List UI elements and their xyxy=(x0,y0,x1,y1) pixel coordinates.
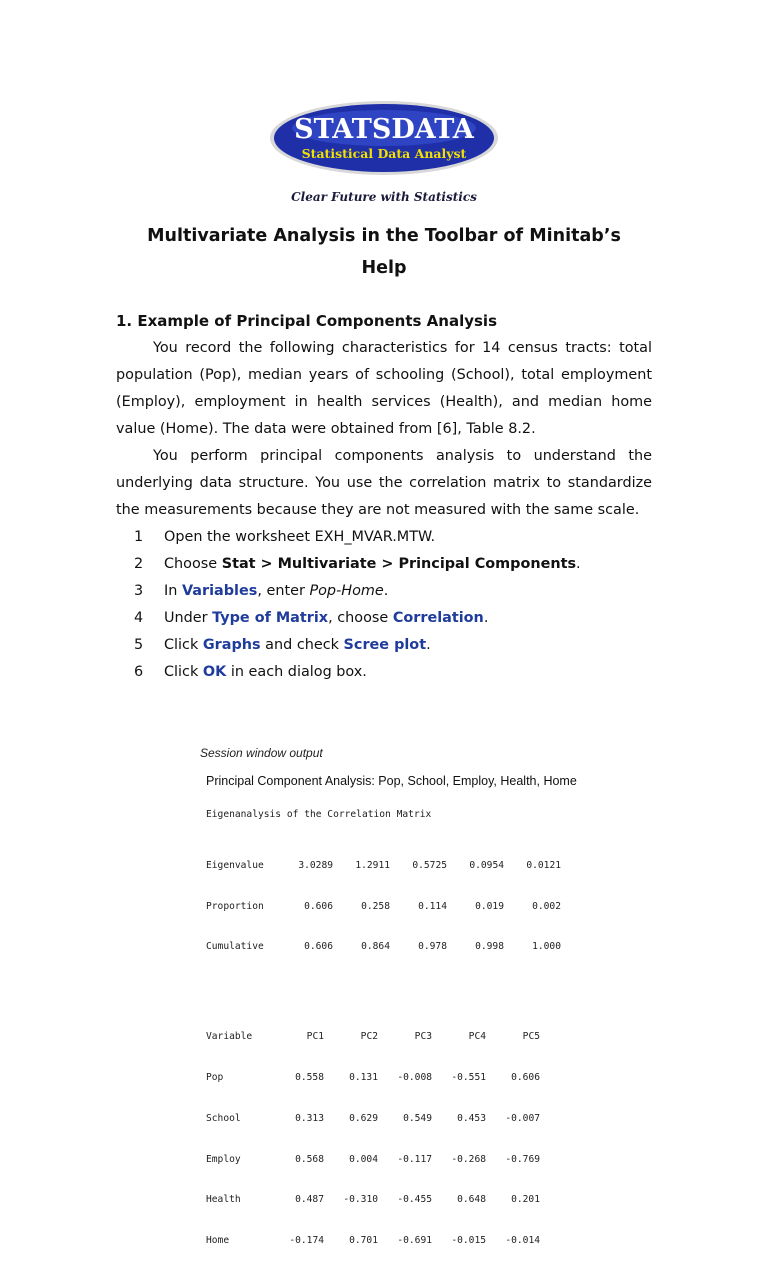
session-title: Principal Component Analysis: Pop, School, Employ, Health, Home xyxy=(206,774,577,788)
statsdata-logo xyxy=(268,100,500,212)
table-row: Health 0.487 -0.310 -0.455 0.648 0.201 xyxy=(206,1194,540,1206)
title-line-2: Help xyxy=(361,258,407,278)
logo-emblem xyxy=(268,100,500,192)
paragraph-2: You perform principal components analysis to understand the underlying data structure. You use the correlation matrix to standardize the measurements because they are not measured with the same scale. xyxy=(116,448,652,518)
table-row: Eigenvalue 3.0289 1.2911 0.5725 0.0954 0.0121 xyxy=(206,859,561,871)
steps-list xyxy=(116,524,652,686)
section-heading: 1. Example of Principal Components Analysis xyxy=(116,312,497,330)
logo-brand: STATSDATA xyxy=(294,114,474,145)
step-item: 4 Under Type of Matrix, choose Correlation. xyxy=(134,610,489,626)
document-title xyxy=(100,220,668,284)
step-item: 5 Click Graphs and check Scree plot. xyxy=(134,637,431,653)
menu-path: Stat > Multivariate > Principal Components xyxy=(221,556,577,572)
document-body xyxy=(116,308,652,686)
table-row: Proportion 0.606 0.258 0.114 0.019 0.002 xyxy=(206,900,561,912)
step-item: 2 Choose Stat > Multivariate > Principal Components. xyxy=(134,556,581,572)
title-line-1: Multivariate Analysis in the Toolbar of Minitab’s xyxy=(147,226,621,246)
table-header: Variable PC1 PC2 PC3 PC4 PC5 xyxy=(206,1031,540,1043)
field-name: Variables xyxy=(181,583,258,599)
step-item: 6 Click OK in each dialog box. xyxy=(134,664,367,680)
step-item: 1 Open the worksheet EXH_MVAR.MTW. xyxy=(134,529,436,545)
table-row: Cumulative 0.606 0.864 0.978 0.998 1.000 xyxy=(206,941,561,953)
table-row: Pop 0.558 0.131 -0.008 -0.551 0.606 xyxy=(206,1072,540,1084)
table-row: School 0.313 0.629 0.549 0.453 -0.007 xyxy=(206,1112,540,1124)
step-item: 3 In Variables, enter Pop-Home. xyxy=(134,583,389,599)
paragraph-1: You record the following characteristics for 14 census tracts: total population (Pop), median years of schooling (School), total employment (Employ), employment in health services (Health), and median home value (Home). The data were obtained from [6], Table 8.2. xyxy=(116,340,652,437)
table-row: Employ 0.568 0.004 -0.117 -0.268 -0.769 xyxy=(206,1153,540,1165)
logo-tagline: Clear Future with Statistics xyxy=(291,190,477,204)
session-output xyxy=(200,744,600,1275)
logo-subtitle: Statistical Data Analyst xyxy=(301,146,467,161)
pc-table xyxy=(200,1003,600,1275)
eigen-table xyxy=(200,832,600,982)
eigen-title: Eigenanalysis of the Correlation Matrix xyxy=(206,809,432,820)
table-row: Home -0.174 0.701 -0.691 -0.015 -0.014 xyxy=(206,1235,540,1247)
session-label: Session window output xyxy=(200,746,323,760)
